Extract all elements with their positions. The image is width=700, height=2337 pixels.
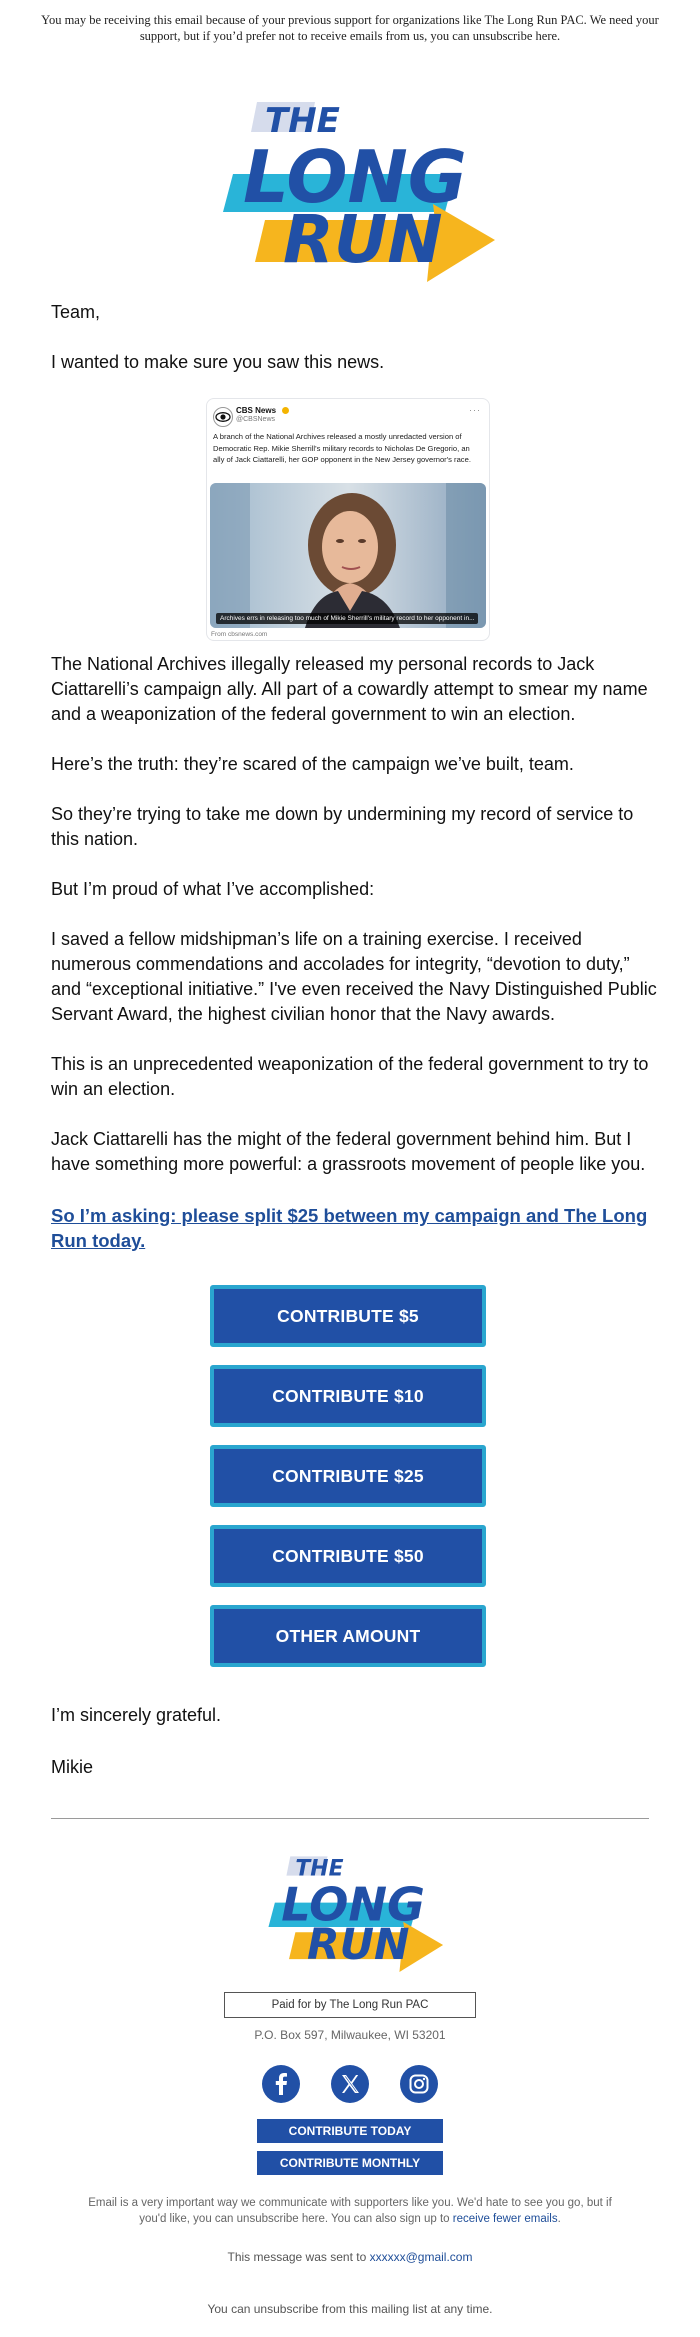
more-options-icon[interactable]: ··· (469, 405, 481, 415)
paragraph: I saved a fellow midshipman’s life on a training exercise. I received numerous commendations and accolades for integrity, “devotion to duty,” and “exceptional initiative.” I've even received the Navy Distinguished Public Servant Award, the highest civilian honor that the Navy awards. (51, 929, 657, 1024)
unsubscribe-line: You can unsubscribe from this mailing list at any time. (207, 2302, 493, 2316)
svg-text:THE: THE (265, 101, 340, 141)
contribute-5-button[interactable]: CONTRIBUTE $5 (210, 1285, 486, 1347)
long-run-logo (205, 92, 495, 282)
footer-note-end: . (557, 2213, 561, 2225)
contribute-today-button[interactable]: CONTRIBUTE TODAY (257, 2119, 443, 2143)
greeting: Team, (51, 302, 101, 322)
tweet-account-name: CBS News (236, 406, 277, 415)
contribute-25-button[interactable]: CONTRIBUTE $25 (210, 1445, 486, 1507)
sent-to-line (0, 2250, 700, 2264)
x-icon[interactable] (331, 2065, 369, 2103)
tweet-photo[interactable] (210, 483, 486, 628)
mailing-address: P.O. Box 597, Milwaukee, WI 53201 (254, 2028, 446, 2042)
verified-badge-icon (282, 407, 289, 414)
svg-text:LONG: LONG (243, 135, 467, 219)
tweet-source: From cbsnews.com (211, 631, 268, 638)
svg-text:RUN: RUN (283, 201, 443, 278)
instagram-icon[interactable] (400, 2065, 438, 2103)
tweet-handle: @CBSNews (236, 416, 276, 423)
footer-note-text: Email is a very important way we communicate with supporters like you. We'd hate to see you go, but if you'd like, you can unsubscribe here. You can also sign up to (88, 2197, 612, 2225)
paragraph: This is an unprecedented weaponization of the federal government to try to win an election. (51, 1054, 649, 1099)
svg-text:LONG: LONG (281, 1877, 426, 1932)
footer-long-run-logo (255, 1850, 445, 1972)
signature: Mikie (51, 1757, 94, 1777)
receive-fewer-emails-link[interactable]: receive fewer emails (452, 2213, 558, 2225)
contribute-50-button[interactable]: CONTRIBUTE $50 (210, 1525, 486, 1587)
recipient-email[interactable]: xxxxxx@gmail.com (369, 2250, 473, 2264)
paragraph: Jack Ciattarelli has the might of the federal government behind him. But I have something more powerful: a grassroots movement of people like you. (51, 1129, 646, 1174)
tweet-image-caption: Archives errs in releasing too much of Mikie Sherrill's military record to her opponent in... (216, 613, 478, 624)
paragraph: Here’s the truth: they’re scared of the campaign we’ve built, team. (51, 754, 574, 774)
sent-to-prefix: This message was sent to (227, 2250, 367, 2264)
contribute-monthly-button[interactable]: CONTRIBUTE MONTHLY (257, 2151, 443, 2175)
other-amount-button[interactable]: OTHER AMOUNT (210, 1605, 486, 1667)
footer-note (75, 2195, 625, 2227)
svg-text:THE: THE (295, 1856, 344, 1882)
intro-text: I wanted to make sure you saw this news. (51, 352, 385, 372)
tweet-text: A branch of the National Archives released a mostly unredacted version of Democratic Rep. Mikie Sherrill's military records to Nicholas De Gregorio, an ally of Jack Ciattarelli, her GOP opponent in the New Jersey governor's race. (213, 432, 471, 464)
paragraph: The National Archives illegally released my personal records to Jack Ciattarelli’s campaign ally. All part of a cowardly attempt to smear my name and a weaponization of the federal government to win an election. (51, 654, 648, 724)
facebook-icon[interactable] (262, 2065, 300, 2103)
footer-divider (51, 1818, 649, 1819)
paid-for-disclaimer: Paid for by The Long Run PAC (224, 1992, 476, 2018)
donation-ask-link[interactable]: So I’m asking: please split $25 between my campaign and The Long Run today. (51, 1205, 648, 1251)
embedded-tweet-card[interactable] (206, 398, 490, 641)
svg-text:RUN: RUN (306, 1920, 410, 1970)
preheader-text: You may be receiving this email because of your previous support for organizations like The Long Run PAC. We need your support, but if you’d prefer not to receive emails from us, you can unsubscribe here. (41, 13, 659, 43)
paragraph: But I’m proud of what I’ve accomplished: (51, 879, 375, 899)
contribute-10-button[interactable]: CONTRIBUTE $10 (210, 1365, 486, 1427)
paragraph: So they’re trying to take me down by undermining my record of service to this nation. (51, 804, 634, 849)
cbs-eye-logo-icon (213, 407, 233, 427)
closing-text: I’m sincerely grateful. (51, 1705, 222, 1725)
